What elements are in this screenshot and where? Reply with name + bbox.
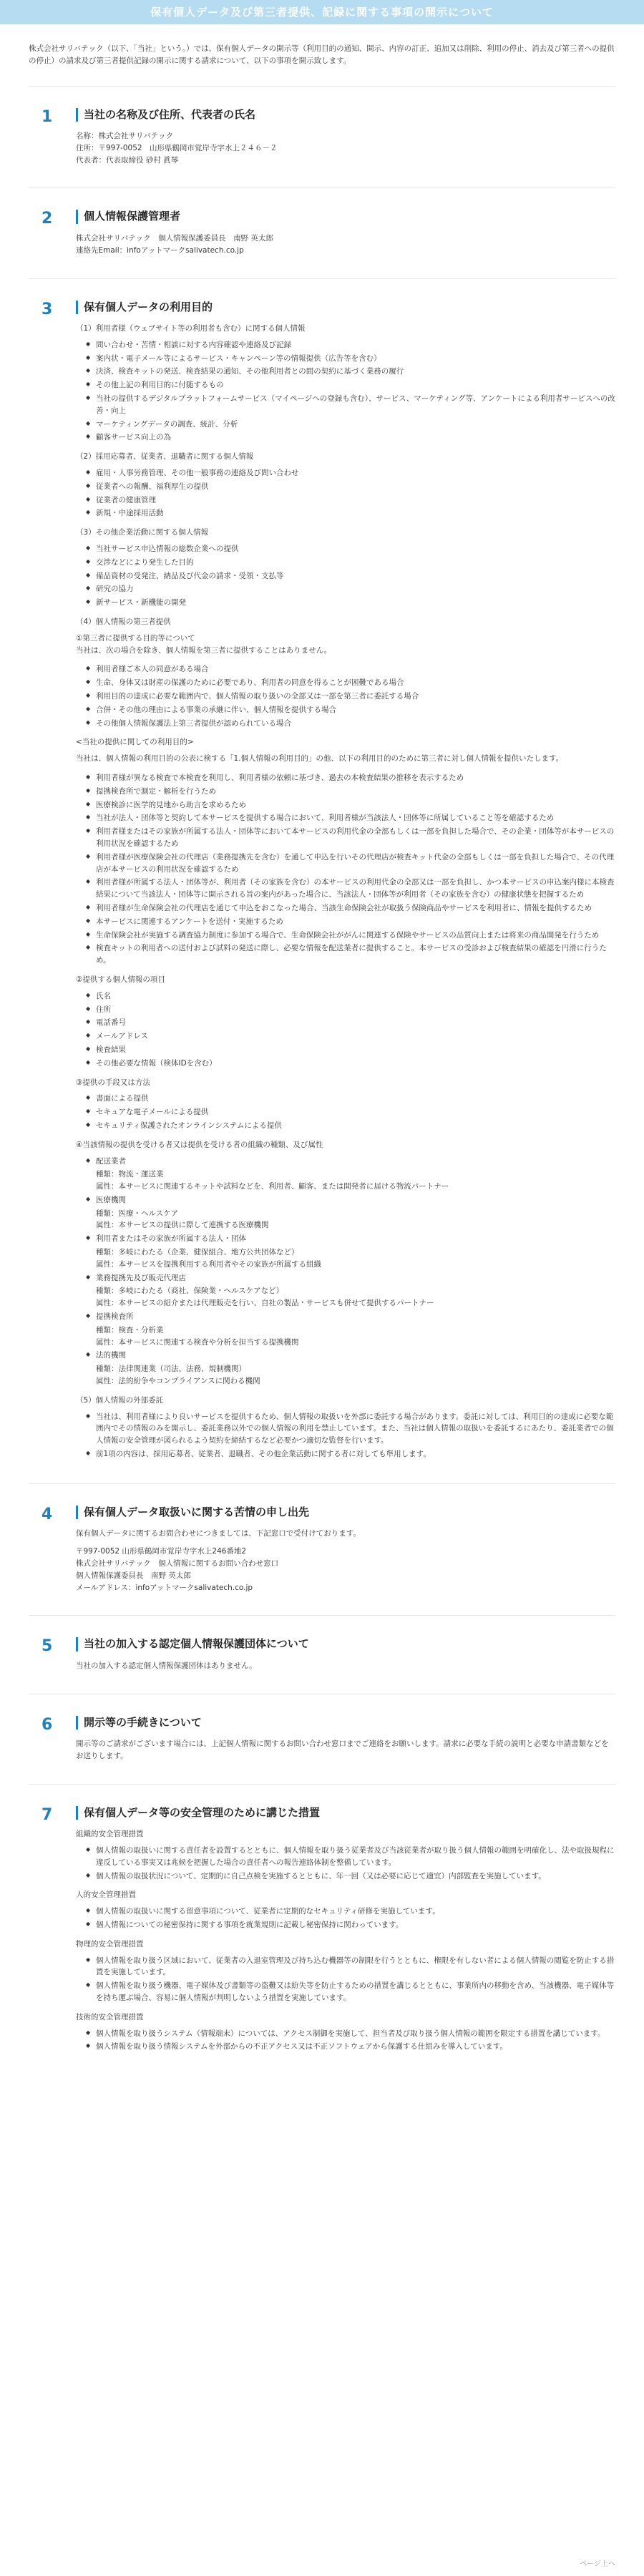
page-top-link[interactable]: ページ上へ [580,2560,615,2568]
subheading: ④当該情報の提供を受ける者又は提供を受ける者の組織の種類、及び属性 [76,1140,323,1149]
list-item: ◆ 前1項の内容は、採用応募者、従業者、退職者、その他企業活動に関する者に対しても準用します。 [76,1448,615,1460]
list-item: ◆ 個人情報についての秘密保持に関する事項を就業規則に記載し秘密保持に関わっています。 [76,1919,615,1931]
list-item: ◆ 医療検診に医学的見地から助言を求めるため [76,799,615,811]
text-line: 株式会社サリバテック 個人情報に関するお問い合わせ窓口 [76,1558,279,1568]
list-item: ◆ 配送業者 [76,1156,615,1168]
list-item: ◆ 合併・その他の理由による事業の承継に伴い、個人情報を提供する場合 [76,704,615,716]
section-title: 個人情報保護管理者 [76,210,615,224]
list-item: ◆ 提携検査所 [76,1311,615,1323]
section-2 [29,187,615,278]
spacer [76,656,615,662]
list-item: ◆ 個人情報の取扱いに関する留意事項について、従業者に定期的なセキュリティ研修を実施しています。 [76,1906,615,1918]
list-item: ◆ 利用者またはその家族が所属する法人・団体 [76,1233,615,1245]
list-item: ◆ 検査結果 [76,1044,615,1056]
intro-text: 株式会社サリバテック（以下、「当社」という。）では、保有個人データの開示等（利用目的の通知、開示、内容の訂正、追加又は削除、利用の停止、消去及び第三者への提供の停止）の請求及び第三者提供記録の開示に関する請求について、以下の事項を開示致します。 [29,44,615,65]
section-title: 保有個人データ等の安全管理のために講じた措置 [76,1806,615,1820]
list-item: ◆ 氏名 [76,990,615,1002]
subheading: 技術的安全管理措置 [76,2012,144,2021]
list-item: ◆ 利用者様が所属する法人・団体等が、利用者（その家族を含む）の本サービスの利用代金の全部又は一部を負担し、かつ本サービスの申込案内様に本検査結果について当該法人・団体等に開示される旨の案内があった場合に、当該法人・団体等が利用者（その家族を含む）の健康状態を把握するため [76,877,615,901]
text-line: 株式会社サリバテック 個人情報保護委員長 南野 英太郎 [76,233,274,243]
list-item: ◆ 生命保険会社が実施する調査協力制度に参加する場合で、生命保険会社ががんに関連する保険やサービスの品質向上または将来の商品開発を行うため [76,930,615,942]
list-item: ◆ 顧客サービス向上の為 [76,431,615,444]
list-item: ◆ 書面による提供 [76,1093,615,1105]
section-body [70,1637,615,1672]
text-line: 属性：本サービスの紹介または代理販売を行い、自社の製品・サービスも併せて提供するパートナー [96,1299,434,1308]
subheading: 物理的安全管理措置 [76,1939,144,1948]
section-number: 7 [42,1805,53,1824]
list-item: ◆ 新規・中途採用活動 [76,507,615,519]
subheading: ②提供する個人情報の項目 [76,975,165,984]
section-3 [29,278,615,1483]
list-item: ◆ 業務提携先及び販売代理店 [76,1272,615,1284]
text-line: 個人情報保護委員長 南野 英太郎 [76,1571,191,1580]
list-item: ◆ セキュアな電子メールによる提供 [76,1106,615,1118]
list-item: ◆ 研究の協力 [76,583,615,595]
list-item: ◆ 個人情報を取り扱う機器、電子媒体及び書類等の盗難又は紛失等を防止するための措置を講じるとともに、事業所内の移動を含め、当該機器、電子媒体等を持ち運ぶ場合、容易に個人情報が判明しないよう措置を実施しています。 [76,1980,615,2004]
section-7 [29,1784,615,2069]
section-number: 2 [42,210,53,228]
list-item: ◆ 提携検査所で測定・解析を行うため [76,786,615,798]
text-line: 属性：本サービスに関連する検査や分析を担当する提携機関 [96,1337,299,1347]
list-item: ◆ その他個人情報保護法上第三者提供が認められている場合 [76,718,615,730]
list-item: ◆ 当社の提供するデジタルプラットフォームサービス（マイページへの登録も含む）、サービス、マーケティング等、アンケートによる利用者サービスへの改善・向上 [76,393,615,417]
list-item: ◆ 新サービス・新機能の開発 [76,597,615,609]
section-4 [29,1483,615,1615]
text-line: 住所：〒997-0052 山形県鶴岡市覚岸寺字水上２４６－２ [76,143,278,152]
subheading: <当社の提供に関しての利用目的> [76,738,194,747]
subheading: （1）利用者様（ウェブサイト等の利用者も含む）に関する個人情報 [76,324,306,333]
text-line: 種類：法律関連業（司法、法務、規制機関） [96,1365,246,1374]
list-item: ◆ 生命、身体又は財産の保護のために必要であり、利用者の同意を得ることが困難である場合 [76,677,615,689]
section-number: 4 [42,1505,53,1523]
list-item: ◆ 個人情報を取り扱うシステム（情報端末）については、アクセス制御を実施して、担当者及び取り扱う個人情報の範囲を限定する措置を講じています。 [76,2028,615,2040]
list-item: ◆ 従業者の健康管理 [76,494,615,507]
list-item: ◆ 個人情報の取扱いに関する責任者を設置するとともに、個人情報を取り扱う従業者及び当該従業者が取り扱う個人情報の範囲を明確化し、法や取扱規程に違反している事実又は兆候を把握した場合の責任者への報告連絡体制を整備しています。 [76,1845,615,1869]
text-line: 代表者：代表取締役 砂村 眞琴 [76,155,179,165]
text-line: 種類：医療・ヘルスケア [96,1209,179,1218]
list-item: ◆ 交渉などにより発生した目的 [76,557,615,569]
text-line: 種類：物流・運送業 [96,1170,164,1179]
text-line: 当社の加入する認定個人情報保護団体はありません。 [76,1661,257,1670]
text-line: 開示等のご請求がございます場合には、上記個人情報に関するお問い合わせ窓口までご連絡をお願いします。請求に必要な手続の説明と必要な申請書類などをお送りします。 [76,1740,609,1760]
list-item: ◆ 本サービスに関連するアンケートを送付・実施するため [76,916,615,928]
section-1 [29,86,615,188]
list-item: ◆ メールアドレス [76,1030,615,1043]
list-item: ◆ 当社サービス申込情報の総数企業への提供 [76,543,615,555]
list-item: ◆ 個人情報の取扱状況について、定期的に自己点検を実施するとともに、年一回（又は必要に応じて適宜）内部監査を実施しています。 [76,1870,615,1883]
list-item: ◆ 個人情報を取り扱う区域において、従業者の入退室管理及び持ち込む機器等の制限を行うとともに、権限を有しない者による個人情報の閲覧を防止する措置を実施しています。 [76,1955,615,1979]
spacer [76,1540,615,1546]
list-item: ◆ 法的機関 [76,1350,615,1362]
list-item: ◆ 個人情報を取り扱う情報システムを外部からの不正アクセス又は不正ソフトウェアから保護する仕組みを導入しています。 [76,2041,615,2053]
section-number: 6 [42,1715,53,1734]
section-title: 当社の名称及び住所、代表者の氏名 [76,108,615,122]
list-item: ◆ その他必要な情報（検体IDを含む） [76,1058,615,1070]
sections [0,86,644,2069]
text-line: 種類：検査・分析業 [96,1325,164,1335]
list-item: ◆ 利用者様が医療保険会社の代理店（業務提携先を含む）を通して申込を行いその代理店が検査キット代金の全部もしくは一部を負担した場合で、その代理店が本サービスの利用状況を確認するため [76,852,615,876]
subheading: （5）個人情報の外部委託 [76,1395,164,1405]
list-item: ◆ 住所 [76,1004,615,1016]
list-item: ◆ 利用者様またはその家族が所属する法人・団体等において本サービスの利用代金の全部もしくは一部を負担した場合で、その企業・団体等が本サービスの利用状況を確認するため [76,826,615,850]
section-6 [29,1694,615,1784]
list-item: ◆ 従業者への報酬、福利厚生の提供 [76,481,615,493]
list-item: ◆ 利用者様ご本人の同意がある場合 [76,663,615,675]
spacer [76,765,615,771]
subheading: （4）個人情報の第三者提供 [76,618,171,627]
list-item: ◆ その他上記の利用目的に付随するもの [76,379,615,391]
page-banner [0,0,644,24]
text-line: 属性：法的紛争やコンプライアンスに関わる機関 [96,1377,260,1386]
text-line: 名称：株式会社サリバテック [76,132,174,141]
section-body [70,301,615,1462]
section-title: 保有個人データの利用目的 [76,301,615,315]
section-number: 5 [42,1637,53,1656]
section-number: 3 [42,300,53,318]
text-line: 連絡先Email：infoアットマークsalivatech.co.jp [76,245,244,255]
text-line: 種類：多岐にわたる（企業、健保組合、地方公共団体など） [96,1248,299,1257]
section-body [70,1716,615,1762]
subheading: （2）採用応募者、従業者、退職者に関する個人情報 [76,452,254,462]
section-body [70,108,615,167]
subheading: 人的安全管理措置 [76,1890,136,1900]
list-item: ◆ 電話番号 [76,1017,615,1029]
text-line: 保有個人データに関するお問合わせにつきましては、下記窓口で受付けております。 [76,1529,361,1538]
text-line: 当社は、次の場合を除き、個人情報を第三者に提供することはありません。 [76,645,332,655]
list-item: ◆ 利用目的の達成に必要な範囲内で、個人情報の取り扱いの全部又は一部を第三者に委託する場合 [76,691,615,703]
list-item: ◆ 案内状・電子メール等によるサービス・キャンペーン等の情報提供（広告等を含む） [76,353,615,365]
section-number: 1 [42,107,53,126]
list-item: ◆ 当社が法人・団体等と契約して本サービスを提供する場合において、利用者様が当該法人・団体等に所属していること等を確認するため [76,812,615,824]
list-item: ◆ 医療機関 [76,1194,615,1206]
page-title: 保有個人データ及び第三者提供、記録に関する事項の開示について [150,6,494,19]
text-line: メールアドレス：infoアットマークsalivatech.co.jp [76,1583,253,1592]
subheading: 組織的安全管理措置 [76,1830,144,1839]
section-title: 開示等の手続きについて [76,1716,615,1730]
list-item: ◆ 利用者様が異なる検査で本検査を利用し、利用者様の依頼に基づき、過去の本検査結果の推移を表示するため [76,772,615,784]
section-body [70,210,615,256]
list-item: ◆ マーケティングデータの調査、統計、分析 [76,419,615,431]
text-line: 属性：本サービスに関連するキットや試料などを、利用者、顧客、または開発者に届ける物流パートナー [96,1182,449,1191]
list-item: ◆ 備品資材の受発注、納品及び代金の請求・受領・支払等 [76,570,615,582]
text-line: 属性：本サービスの提供に際して連携する医療機関 [96,1221,269,1230]
list-item: ◆ 雇用・人事労務管理、その他一般事務の連絡及び問い合わせ [76,467,615,479]
list-item: ◆ セキュリティ保護されたオンラインシステムによる提供 [76,1120,615,1132]
text-line: ①第三者に提供する目的等について [76,633,195,643]
list-item: ◆ 決済、検査キットの発送、検査結果の通知、その他利用者との間の契約に基づく業務の履行 [76,366,615,378]
section-5 [29,1615,615,1693]
list-item: ◆ 当社は、利用者様により良いサービスを提供するため、個人情報の取扱いを外部に委託する場合があります。委託に対しては、利用目的の達成に必要な範囲内でその情報のみを開示し、委託業務以外での個人情報の利用を禁止しています。また、当社は個人情報の取扱いを委託するにあたり、委託業者での個人情報の安全管理が図られるよう契約を締結するなど必要かつ適切な監督を行います。 [76,1411,615,1447]
list-item: ◆ 検査キットの利用者への送付および試料の発送に際し、必要な情報を配送業者に提供すること。本サービスの受診および検査結果の確認を円滑に行うため。 [76,942,615,967]
subheading: （3）その他企業活動に関する個人情報 [76,528,209,537]
text-line: 〒997-0052 山形県鶴岡市覚岸寺字水上246番地2 [76,1547,247,1556]
text-line: 種類：多岐にわたる（商社、保険業・ヘルスケアなど） [96,1287,284,1296]
list-item: ◆ 利用者様が生命保険会社の代理店を通じて申込をおこなった場合、当該生命保険会社が取扱う保険商品やサービスを利用者に、情報を提供するため [76,902,615,914]
section-body [70,1506,615,1594]
section-body [70,1806,615,2054]
text-line: 当社は、個人情報の利用目的の公表に検する「1.個人情報の利用目的」の他、以下の利用目的のために第三者に対し個人情報を提供いたします。 [76,754,564,763]
section-title: 当社の加入する認定個人情報保護団体について [76,1637,615,1652]
list-item: ◆ 問い合わせ・苦情・相談に対する内容確認や連絡及び記録 [76,339,615,351]
section-title: 保有個人データ取扱いに関する苦情の申し出先 [76,1506,615,1520]
text-line: 属性：本サービスを提携利用する利用者やその家族が所属する組織 [96,1259,321,1269]
subheading: ③提供の手段又は方法 [76,1078,150,1087]
